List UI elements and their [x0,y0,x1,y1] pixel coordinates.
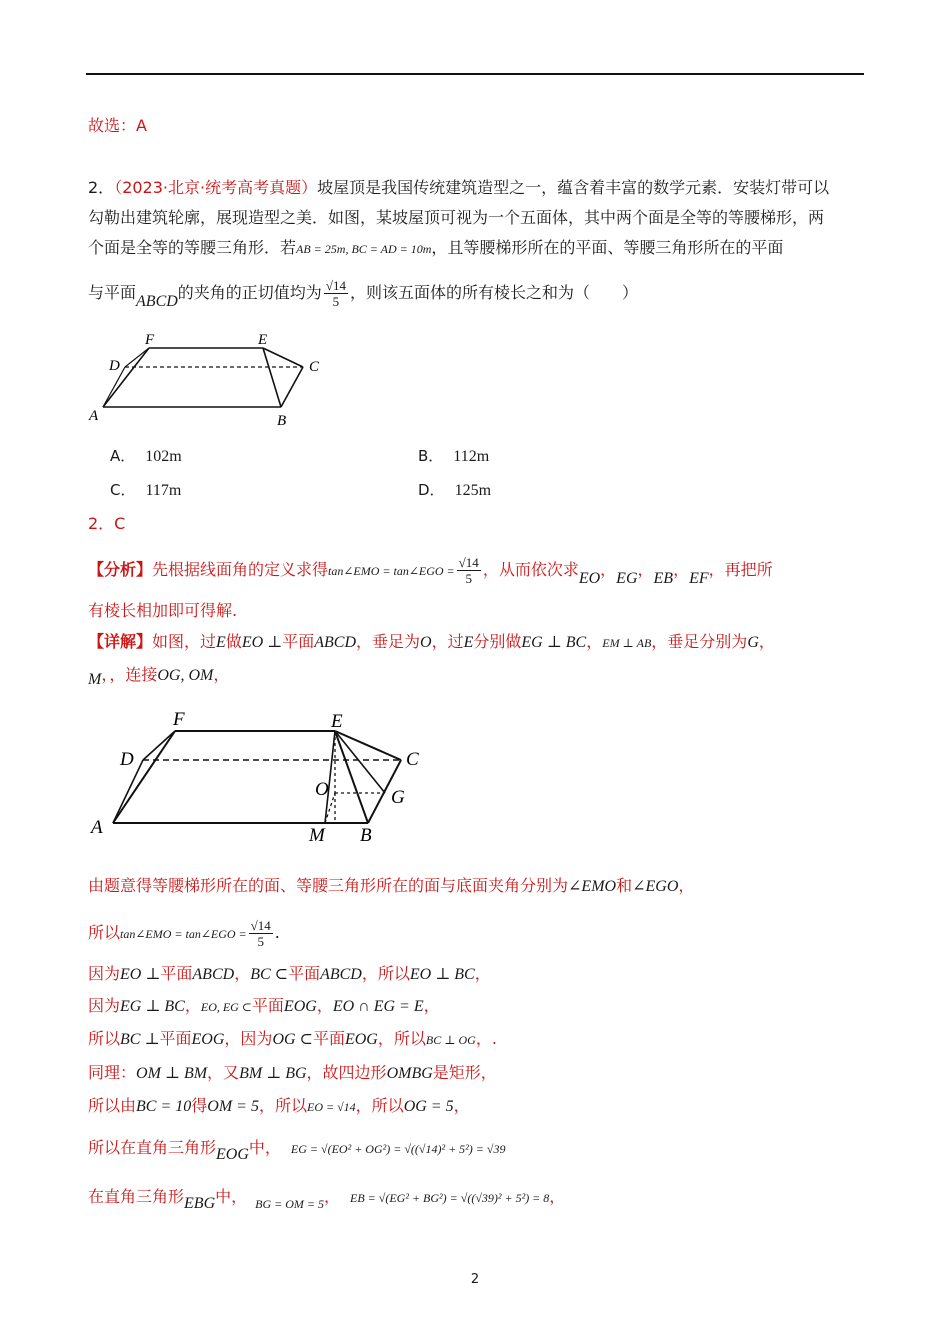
detail-line-1: 【详解】如图，过E做EO ⊥平面ABCD，垂足为O，过E分别做EG ⊥ BC，EM ⊥ AB，垂足分别为G， [88,632,775,651]
page-number: 2 [470,1272,480,1287]
question-text: ，且等腰梯形所在的平面、等腰三角形所在的平面 [431,238,784,257]
question-text: 个面是全等的等腰三角形．若 [88,238,297,257]
solution-line-6: 同理：OM ⊥ BM，又BM ⊥ BG，故四边形OMBG是矩形， [88,1063,497,1082]
label-B: B [360,825,372,845]
question-text: 的夹角的正切值均为 [177,283,322,302]
question-math: ABCD [136,293,178,310]
solution-line-5: 所以BC ⊥平面EOG，因为OG ⊂平面EOG，所以BC ⊥ OG，. [88,1029,497,1048]
question-line-3 [88,237,783,260]
label-C: C [406,749,419,770]
detail-line-2: M，，连接OG, OM， [88,665,230,688]
solution-line-1: 由题意得等腰梯形所在的面、等腰三角形所在的面与底面夹角分别为∠EMO和∠EGO， [88,876,695,895]
question-text: 与平面 [88,283,137,302]
option-a[interactable]: A． 102m [110,447,182,465]
question-line-1 [88,177,829,199]
label-A: A [89,408,99,424]
question-source: （2023·北京·统考高考真题） [114,178,318,197]
figure-pentahedron-2 [85,705,430,845]
label-E: E [331,711,343,732]
label-C: C [309,359,320,375]
label-D: D [120,749,134,770]
question-line-2: 勾勒出建筑轮廓，展现造型之美．如图，某坡屋顶可视为一个五面体，其中两个面是全等的等腰梯形，两 [88,208,825,227]
tangent-fraction: $\frac{√14}{5}$ [458,555,479,586]
tangent-fraction: $\frac{√14}{5}$ [250,918,271,949]
solution-line-7: 所以由BC = 10得OM = 5，所以EO = √14，所以OG = 5， [88,1096,470,1115]
solution-line-2: 所以tan∠EMO = tan∠EGO = $\frac{√14}{5}$ . [88,918,280,949]
solution-line-4: 因为EG ⊥ BC，EO, EG ⊂平面EOG，EO ∩ EG = E， [88,996,440,1015]
label-G: G [391,787,405,808]
label-E: E [258,332,268,348]
label-F: F [145,332,155,348]
figure-pentahedron-1 [85,328,335,430]
question-line-4 [88,278,638,309]
option-b[interactable]: B． 112m [418,447,490,465]
question-number: 2． [88,178,115,197]
label-B: B [277,413,287,429]
header-rule [86,73,864,75]
answer-line: 2．C [88,514,126,533]
solution-line-8: 所以在直角三角形EOG中， EG = √(EO² + OG²) = √((√14)² + 5²) = √39 [88,1138,506,1163]
previous-answer: 故选：A [88,116,147,135]
label-O: O [315,779,329,800]
solution-line-9: 在直角三角形EBG中， $_{BG = OM = 5}$， EB = √(EG² + BG²) = √((√39)² + 5²) = 8， [88,1187,566,1212]
question-text: ，则该五面体的所有棱长之和为（ ） [349,283,638,302]
label-D: D [109,358,120,374]
label-A: A [91,817,103,838]
analysis-line-1: 【分析】先根据线面角的定义求得tan∠EMO = tan∠EGO = $\frac{√14}{5}$ ，从而依次求EO，EG，EB，EF，再把所 [88,555,773,587]
label-M: M [309,825,325,845]
question-math: AB = 25m, BC = AD = 10m [296,242,432,256]
label-F: F [173,709,185,730]
tangent-fraction: $\frac{√14}{5}$ [325,278,346,309]
analysis-line-2: 有棱长相加即可得解. [88,601,238,620]
option-d[interactable]: D． 125m [418,481,492,499]
question-text: 坡屋顶是我国传统建筑造型之一，蕴含着丰富的数学元素．安装灯带可以 [317,178,830,197]
option-c[interactable]: C． 117m [110,481,182,499]
solution-line-3: 因为EO ⊥平面ABCD，BC ⊂平面ABCD，所以EO ⊥ BC， [88,964,491,983]
